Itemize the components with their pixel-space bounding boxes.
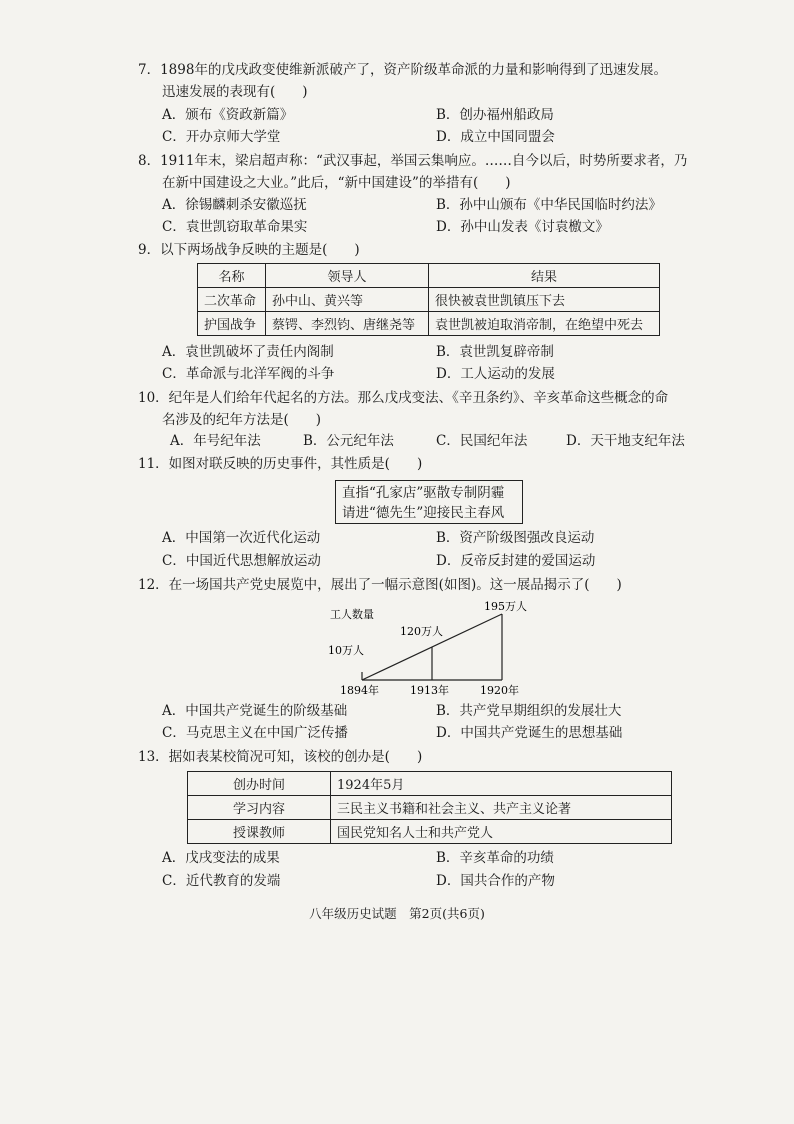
q10-option-b[interactable]: B．公元纪年法: [303, 433, 394, 449]
table-cell: 学习内容: [188, 796, 331, 820]
q11-option-b[interactable]: B．资产阶级图强改良运动: [436, 530, 595, 546]
q8-option-d[interactable]: D．孙中山发表《讨袁檄文》: [436, 219, 609, 235]
question-11-stem: 11．如图对联反映的历史事件，其性质是( ): [138, 456, 423, 472]
chart-value-label-0: 10万人: [328, 644, 364, 657]
q13-option-a[interactable]: A．戊戌变法的成果: [162, 850, 280, 866]
table-cell: 国民党知名人士和共产党人: [331, 820, 672, 844]
q10-option-c[interactable]: C．民国纪年法: [436, 433, 528, 449]
table-row: [198, 288, 660, 312]
q11-option-a[interactable]: A．中国第一次近代化运动: [162, 530, 321, 546]
table-cell: 护国战争: [198, 312, 266, 336]
table-cell: 孙中山、黄兴等: [266, 288, 429, 312]
q9-option-b[interactable]: B．袁世凯复辟帝制: [436, 344, 554, 360]
q12-option-b[interactable]: B．共产党早期组织的发展壮大: [436, 703, 622, 719]
chart-ylabel: 工人数量: [330, 608, 374, 621]
table-header-row: [198, 264, 660, 288]
q8-option-a[interactable]: A．徐锡麟刺杀安徽巡抚: [162, 197, 307, 213]
q10-option-d[interactable]: D．天干地支纪年法: [566, 433, 685, 449]
q9-table: [197, 263, 660, 336]
table-row: [198, 312, 660, 336]
q8-option-b[interactable]: B．孙中山颁布《中华民国临时约法》: [436, 197, 662, 213]
q13-option-b[interactable]: B．辛亥革命的功绩: [436, 850, 554, 866]
q9-option-c[interactable]: C．革命派与北洋军阀的斗争: [162, 366, 335, 382]
table-cell: 二次革命: [198, 288, 266, 312]
q9-option-d[interactable]: D．工人运动的发展: [436, 366, 555, 382]
couplet-line-2: 请进“德先生”迎接民主春风: [342, 505, 505, 521]
chart-value-label-1: 120万人: [400, 625, 443, 638]
q13-option-d[interactable]: D．国共合作的产物: [436, 873, 555, 889]
chart-x-tick-1: 1913年: [410, 684, 449, 697]
table-header-cell: 名称: [198, 264, 266, 288]
couplet-line-1: 直指“孔家店”驱散专制阴霾: [342, 485, 505, 501]
q11-option-d[interactable]: D．反帝反封建的爱国运动: [436, 553, 596, 569]
table-cell: 蔡锷、李烈钧、唐继尧等: [266, 312, 429, 336]
table-cell: 创办时间: [188, 772, 331, 796]
table-row: [188, 820, 672, 844]
q7-option-b[interactable]: B．创办福州船政局: [436, 107, 554, 123]
q7-option-a[interactable]: A．颁布《资政新篇》: [162, 107, 294, 123]
question-8-stem-cont: 在新中国建设之大业。”此后，“新中国建设”的举措有( ): [162, 175, 511, 191]
table-header-cell: 领导人: [266, 264, 429, 288]
chart-x-tick-2: 1920年: [480, 684, 519, 697]
table-cell: 三民主义书籍和社会主义、共产主义论著: [331, 796, 672, 820]
q7-option-d[interactable]: D．成立中国同盟会: [436, 129, 555, 145]
table-cell: 1924年5月: [331, 772, 672, 796]
question-10-stem: 10．纪年是人们给年代起名的方法。那么戊戌变法、《辛丑条约》、辛亥革命这些概念的命: [138, 390, 669, 406]
question-9-stem: 9．以下两场战争反映的主题是( ): [138, 242, 360, 258]
question-13-stem: 13．据如表某校简况可知，该校的创办是( ): [138, 749, 423, 765]
table-row: [188, 772, 672, 796]
couplet-image: [335, 480, 523, 524]
q11-option-c[interactable]: C．中国近代思想解放运动: [162, 553, 321, 569]
q12-option-d[interactable]: D．中国共产党诞生的思想基础: [436, 725, 623, 741]
table-header-cell: 结果: [429, 264, 660, 288]
chart-value-label-2: 195万人: [484, 600, 527, 613]
table-cell: 授课教师: [188, 820, 331, 844]
question-7-stem: 7．1898年的戊戌政变使维新派破产了，资产阶级革命派的力量和影响得到了迅速发展。: [138, 62, 667, 78]
table-cell: 很快被袁世凯镇压下去: [429, 288, 660, 312]
question-8-stem: 8．1911年末，梁启超声称：“武汉事起，举国云集响应。……自今以后，时势所要求者，乃: [138, 153, 688, 169]
q8-option-c[interactable]: C．袁世凯窃取革命果实: [162, 219, 308, 235]
q12-option-a[interactable]: A．中国共产党诞生的阶级基础: [162, 703, 348, 719]
q13-option-c[interactable]: C．近代教育的发端: [162, 873, 281, 889]
chart-x-tick-0: 1894年: [340, 684, 379, 697]
worker-count-chart: [320, 600, 560, 700]
q10-option-a[interactable]: A．年号纪年法: [170, 433, 261, 449]
q13-table: [187, 771, 672, 844]
question-12-stem: 12．在一场国共产党史展览中，展出了一幅示意图(如图)。这一展品揭示了( ): [138, 577, 622, 593]
table-cell: 袁世凯被迫取消帝制，在绝望中死去: [429, 312, 660, 336]
question-10-stem-cont: 名涉及的纪年方法是( ): [162, 412, 322, 428]
q12-option-c[interactable]: C．马克思主义在中国广泛传播: [162, 725, 348, 741]
table-row: [188, 796, 672, 820]
page-footer: 八年级历史试题 第2页(共6页): [309, 906, 485, 921]
question-7-stem-cont: 迅速发展的表现有( ): [162, 84, 308, 100]
q9-option-a[interactable]: A．袁世凯破坏了责任内阁制: [162, 344, 334, 360]
q7-option-c[interactable]: C．开办京师大学堂: [162, 129, 281, 145]
